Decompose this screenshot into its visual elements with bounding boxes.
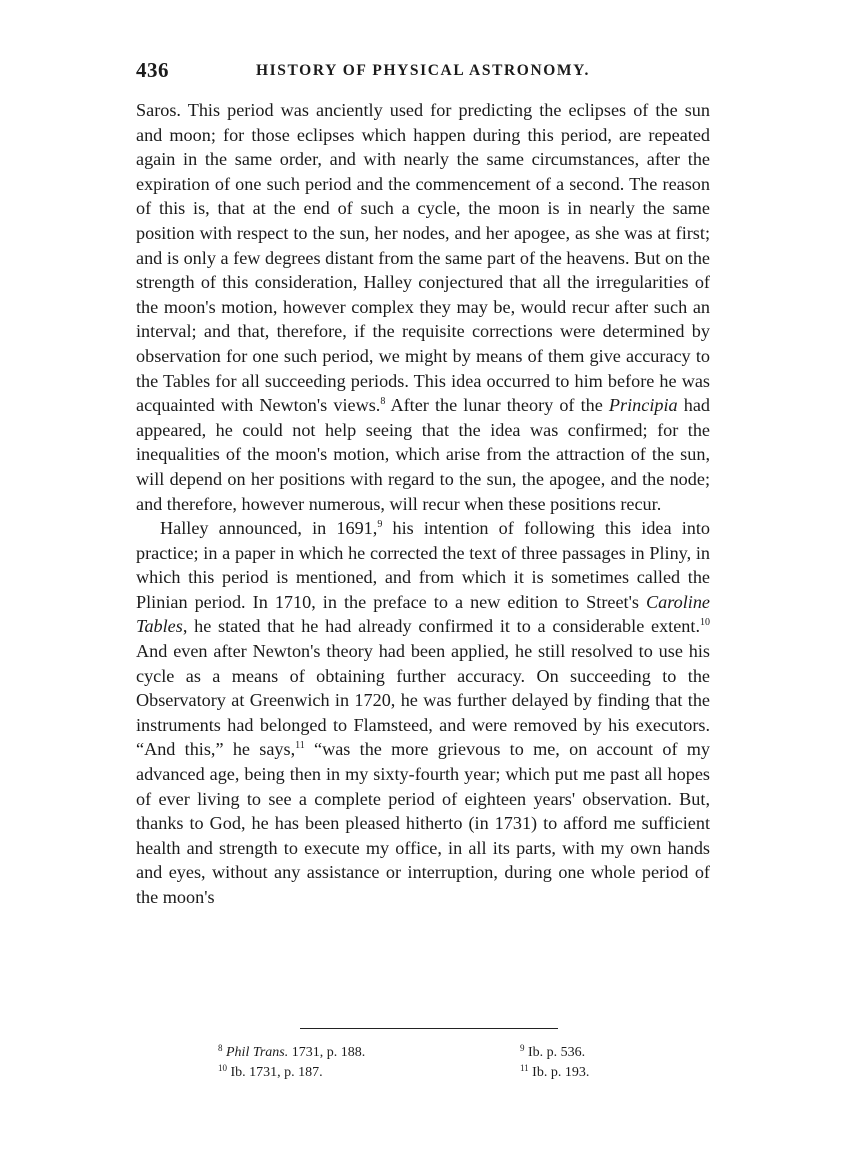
footnote-divider [300, 1028, 558, 1029]
text-run: , he stated that he had already confirmed it to a considerable extent. [182, 616, 700, 637]
footnote-ref: 1731, p. 188. [288, 1045, 366, 1060]
footnote-reference: 11 [295, 740, 305, 752]
text-run: Saros. This period was anciently used for predicting the eclipses of the sun and moon; for those eclipses which happen during this period, are repeated again in the same order, and with nearly the same circumstances, after the expiration of one such period and the commencement of a second. The reason of this is, that at the end of such a cycle, the moon is in nearly the same position with respect to the sun, her nodes, and her apogee, as she was at first; and is only a few degrees distant from the same part of the heavens. But on the strength of this consideration, Halley conjectured that all the irregularities of the moon's motion, however complex they may be, would recur after such an interval; and that, therefore, if the requisite corrections were determined by observation for one such period, we might by means of them give accuracy to the Tables for all succeeding periods. This idea occurred to him before he was acquainted with Newton's views. [136, 100, 710, 416]
footnote-reference: 8 [380, 396, 386, 408]
footnote-mark: 9 [520, 1043, 525, 1053]
footnote-ref: Ib. 1731, p. 187. [227, 1065, 323, 1080]
footnote-ref: Ib. p. 536. [524, 1045, 586, 1060]
footnote-9 [520, 1043, 585, 1063]
page-number: 436 [136, 58, 169, 82]
paragraph [136, 98, 710, 516]
italic-title: Caroline Tables [136, 591, 710, 637]
footnote-10 [218, 1063, 323, 1083]
body-text [136, 98, 710, 910]
footnote-ref: Ib. p. 193. [528, 1065, 590, 1080]
italic-title: Principia [608, 395, 678, 416]
paragraph [136, 516, 710, 910]
text-run: “was the more grievous to me, on account of my advanced age, being then in my sixty-fourth year; which put me past all hopes of ever living to see a complete period of eighteen years' observation. But, thanks to God, he has been pleased hitherto (in 1731) to afford me sufficient health and strength to execute my office, in all its parts, with my own hands and eyes, without any assistance or interruption, during one whole period of the moon's [136, 739, 711, 907]
footnote-mark: 8 [218, 1043, 223, 1053]
footnote-11 [520, 1063, 589, 1083]
text-run: had appeared, he could not help seeing that the idea was confirmed; for the inequalities of the moon's motion, which arise from the attraction of the sun, will depend on her positions with regard to the sun, the apogee, and the node; and therefore, however numerous, will recur when these positions recur. [136, 395, 710, 514]
text-run: Halley announced, in 1691, [160, 518, 378, 539]
footnote-8 [218, 1043, 365, 1063]
text-run: his intention of following this idea into practice; in a paper in which he corrected the text of three passages in Pliny, in which this period is mentioned, and from which it is sometimes called the Plinian period. In 1710, in the preface to a new edition to Street's [136, 518, 711, 612]
text-run: And even after Newton's theory had been applied, he still resolved to use his cycle as a means of obtaining further accuracy. On succeeding to the Observatory at Greenwich in 1720, he was further delayed by finding that the instruments had belonged to Flamsteed, and were removed by his executors. “And this,” he says, [136, 641, 710, 760]
footnote-source: Phil Trans. [226, 1045, 289, 1060]
footnote-mark: 10 [218, 1063, 227, 1073]
page-header [136, 58, 710, 86]
text-run: After the lunar theory of the [385, 395, 609, 416]
running-head: HISTORY OF PHYSICAL ASTRONOMY. [256, 62, 590, 79]
footnote-mark: 11 [520, 1063, 529, 1073]
footnote-reference: 10 [700, 617, 710, 629]
footnote-reference: 9 [377, 519, 383, 531]
